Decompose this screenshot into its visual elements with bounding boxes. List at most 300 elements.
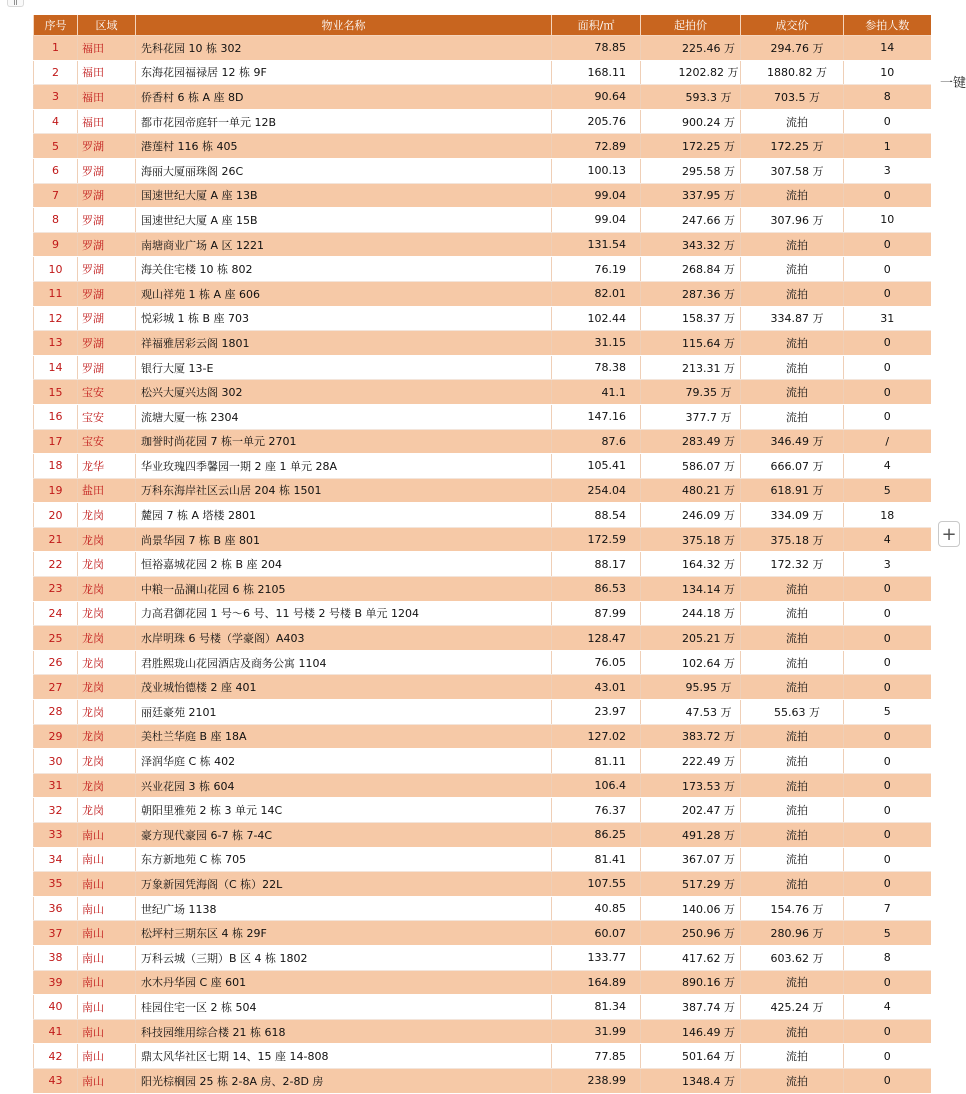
cell-area: 147.16	[552, 404, 641, 429]
table-row	[34, 823, 931, 848]
table-row	[34, 773, 931, 798]
cell-property-name: 万科云城（三期）B 区 4 栋 1802	[136, 945, 552, 970]
cell-area: 88.17	[552, 552, 641, 577]
table-row	[34, 921, 931, 946]
table-row	[34, 134, 931, 159]
cell-area: 127.02	[552, 724, 641, 749]
cell-start-price: 222.49 万	[641, 749, 741, 774]
cell-seq: 28	[34, 700, 78, 725]
cell-bidders: 14	[844, 36, 931, 61]
cell-start-price: 79.35 万	[641, 380, 741, 405]
cell-start-price: 586.07 万	[641, 454, 741, 479]
cell-start-price: 517.29 万	[641, 872, 741, 897]
cell-seq: 9	[34, 232, 78, 257]
cell-area: 254.04	[552, 478, 641, 503]
cell-area: 76.37	[552, 798, 641, 823]
cell-property-name: 南塘商业广场 A 区 1221	[136, 232, 552, 257]
cell-deal-price: 346.49 万	[741, 429, 844, 454]
cell-bidders: 5	[844, 921, 931, 946]
cell-start-price: 164.32 万	[641, 552, 741, 577]
cell-bidders: 0	[844, 1068, 931, 1093]
table-row	[34, 650, 931, 675]
cell-start-price: 225.46 万	[641, 36, 741, 61]
cell-start-price: 95.95 万	[641, 675, 741, 700]
cell-property-name: 恒裕嘉城花园 2 栋 B 座 204	[136, 552, 552, 577]
cell-area: 43.01	[552, 675, 641, 700]
cell-deal-price: 334.87 万	[741, 306, 844, 331]
cell-seq: 22	[34, 552, 78, 577]
table-row	[34, 1068, 931, 1093]
cell-seq: 13	[34, 331, 78, 356]
cell-area: 99.04	[552, 183, 641, 208]
cell-district: 龙华	[78, 454, 136, 479]
cell-bidders: 0	[844, 872, 931, 897]
cell-property-name: 朝阳里雅苑 2 栋 3 单元 14C	[136, 798, 552, 823]
cell-start-price: 491.28 万	[641, 823, 741, 848]
cell-deal-price: 618.91 万	[741, 478, 844, 503]
cell-seq: 25	[34, 626, 78, 651]
cell-area: 82.01	[552, 281, 641, 306]
cell-deal-price: 流拍	[741, 601, 844, 626]
cell-property-name: 观山祥苑 1 栋 A 座 606	[136, 281, 552, 306]
cell-area: 76.05	[552, 650, 641, 675]
cell-start-price: 900.24 万	[641, 109, 741, 134]
cell-area: 76.19	[552, 257, 641, 282]
cell-deal-price: 流拍	[741, 232, 844, 257]
cell-seq: 16	[34, 404, 78, 429]
cell-start-price: 337.95 万	[641, 183, 741, 208]
table-row	[34, 872, 931, 897]
table-row	[34, 158, 931, 183]
cell-bidders: 0	[844, 331, 931, 356]
cell-deal-price: 294.76 万	[741, 36, 844, 61]
cell-start-price: 480.21 万	[641, 478, 741, 503]
cell-deal-price: 流拍	[741, 577, 844, 602]
header-area: 面积/㎡	[552, 15, 641, 36]
cell-seq: 24	[34, 601, 78, 626]
cell-seq: 41	[34, 1019, 78, 1044]
cell-district: 福田	[78, 36, 136, 61]
cell-bidders: 8	[844, 85, 931, 110]
cell-start-price: 134.14 万	[641, 577, 741, 602]
cell-property-name: 尚景华园 7 栋 B 座 801	[136, 527, 552, 552]
cell-property-name: 国速世纪大厦 A 座 15B	[136, 208, 552, 233]
cell-district: 龙岗	[78, 650, 136, 675]
cell-property-name: 都市花园帝庭轩一单元 12B	[136, 109, 552, 134]
table-row	[34, 1044, 931, 1069]
cell-bidders: 4	[844, 527, 931, 552]
cell-start-price: 343.32 万	[641, 232, 741, 257]
cell-bidders: 4	[844, 454, 931, 479]
cell-district: 罗湖	[78, 331, 136, 356]
cell-seq: 4	[34, 109, 78, 134]
auction-results-table	[33, 15, 931, 1094]
cell-bidders: 0	[844, 773, 931, 798]
cell-property-name: 东方新地苑 C 栋 705	[136, 847, 552, 872]
table-row	[34, 1019, 931, 1044]
header-district: 区域	[78, 15, 136, 36]
cell-property-name: 悦彩城 1 栋 B 座 703	[136, 306, 552, 331]
table-body	[34, 36, 931, 1094]
cell-deal-price: 流拍	[741, 872, 844, 897]
table-row	[34, 552, 931, 577]
cell-district: 龙岗	[78, 724, 136, 749]
cell-area: 60.07	[552, 921, 641, 946]
cell-area: 31.99	[552, 1019, 641, 1044]
cell-deal-price: 流拍	[741, 798, 844, 823]
cell-property-name: 松坪村三期东区 4 栋 29F	[136, 921, 552, 946]
cell-deal-price: 流拍	[741, 724, 844, 749]
cell-district: 罗湖	[78, 134, 136, 159]
cell-area: 100.13	[552, 158, 641, 183]
cell-start-price: 47.53 万	[641, 700, 741, 725]
cell-bidders: 4	[844, 995, 931, 1020]
cell-area: 90.64	[552, 85, 641, 110]
table-row	[34, 995, 931, 1020]
cell-property-name: 水木丹华园 C 座 601	[136, 970, 552, 995]
one-click-side-label[interactable]: 一键	[940, 76, 966, 91]
cell-start-price: 367.07 万	[641, 847, 741, 872]
cell-bidders: 0	[844, 749, 931, 774]
cell-start-price: 140.06 万	[641, 896, 741, 921]
cell-start-price: 377.7 万	[641, 404, 741, 429]
cell-seq: 10	[34, 257, 78, 282]
cell-bidders: 10	[844, 208, 931, 233]
cell-deal-price: 流拍	[741, 823, 844, 848]
cell-deal-price: 流拍	[741, 1044, 844, 1069]
cell-start-price: 1348.4 万	[641, 1068, 741, 1093]
cell-district: 龙岗	[78, 749, 136, 774]
cell-property-name: 兴业花园 3 栋 604	[136, 773, 552, 798]
cell-area: 77.85	[552, 1044, 641, 1069]
table-row	[34, 454, 931, 479]
cell-start-price: 244.18 万	[641, 601, 741, 626]
cell-start-price: 283.49 万	[641, 429, 741, 454]
header-deal-price: 成交价	[741, 15, 844, 36]
cell-bidders: 8	[844, 945, 931, 970]
cell-deal-price: 55.63 万	[741, 700, 844, 725]
table-row	[34, 798, 931, 823]
cell-seq: 1	[34, 36, 78, 61]
cell-bidders: 0	[844, 404, 931, 429]
cell-deal-price: 流拍	[741, 749, 844, 774]
cell-property-name: 丽廷豪苑 2101	[136, 700, 552, 725]
table-row	[34, 700, 931, 725]
cell-start-price: 890.16 万	[641, 970, 741, 995]
cell-bidders: 3	[844, 552, 931, 577]
cell-deal-price: 流拍	[741, 331, 844, 356]
table-row	[34, 896, 931, 921]
cell-deal-price: 666.07 万	[741, 454, 844, 479]
table-row	[34, 675, 931, 700]
cell-area: 86.25	[552, 823, 641, 848]
header-start-price: 起拍价	[641, 15, 741, 36]
cell-bidders: 10	[844, 60, 931, 85]
cell-start-price: 115.64 万	[641, 331, 741, 356]
cell-area: 78.85	[552, 36, 641, 61]
cell-seq: 34	[34, 847, 78, 872]
cell-district: 龙岗	[78, 527, 136, 552]
table-header-row	[34, 15, 931, 36]
cell-bidders: 0	[844, 675, 931, 700]
cell-seq: 32	[34, 798, 78, 823]
cell-property-name: 世纪广场 1138	[136, 896, 552, 921]
cell-bidders: 0	[844, 626, 931, 651]
table-row	[34, 847, 931, 872]
cell-bidders: 0	[844, 183, 931, 208]
cell-district: 南山	[78, 872, 136, 897]
cell-deal-price: 流拍	[741, 675, 844, 700]
cell-property-name: 海丽大厦丽珠阁 26C	[136, 158, 552, 183]
table-row	[34, 429, 931, 454]
table-row	[34, 749, 931, 774]
cell-seq: 27	[34, 675, 78, 700]
cell-district: 南山	[78, 1068, 136, 1093]
cell-deal-price: 流拍	[741, 650, 844, 675]
cell-bidders: 0	[844, 601, 931, 626]
cell-area: 164.89	[552, 970, 641, 995]
cell-area: 87.99	[552, 601, 641, 626]
top-collapse-tab[interactable]: II	[7, 0, 24, 7]
cell-start-price: 375.18 万	[641, 527, 741, 552]
table-row	[34, 281, 931, 306]
cell-seq: 30	[34, 749, 78, 774]
cell-property-name: 力高君御花园 1 号～6 号、11 号楼 2 号楼 B 单元 1204	[136, 601, 552, 626]
cell-bidders: 0	[844, 798, 931, 823]
cell-start-price: 172.25 万	[641, 134, 741, 159]
cell-area: 168.11	[552, 60, 641, 85]
cell-bidders: 3	[844, 158, 931, 183]
cell-area: 106.4	[552, 773, 641, 798]
cell-district: 龙岗	[78, 601, 136, 626]
cell-start-price: 287.36 万	[641, 281, 741, 306]
cell-property-name: 桂园住宅一区 2 栋 504	[136, 995, 552, 1020]
cell-bidders: 0	[844, 281, 931, 306]
table-row	[34, 970, 931, 995]
cell-area: 40.85	[552, 896, 641, 921]
cell-deal-price: 375.18 万	[741, 527, 844, 552]
cell-bidders: 31	[844, 306, 931, 331]
table-row	[34, 331, 931, 356]
cell-area: 205.76	[552, 109, 641, 134]
cell-property-name: 港莲村 116 栋 405	[136, 134, 552, 159]
cell-area: 78.38	[552, 355, 641, 380]
cell-seq: 6	[34, 158, 78, 183]
table-row	[34, 306, 931, 331]
cell-property-name: 松兴大厦兴达阁 302	[136, 380, 552, 405]
table-row	[34, 601, 931, 626]
cell-deal-price: 425.24 万	[741, 995, 844, 1020]
cell-property-name: 万科东海岸社区云山居 204 栋 1501	[136, 478, 552, 503]
cell-property-name: 阳光棕榈园 25 栋 2-8A 房、2-8D 房	[136, 1068, 552, 1093]
cell-start-price: 383.72 万	[641, 724, 741, 749]
cell-seq: 26	[34, 650, 78, 675]
cell-deal-price: 172.25 万	[741, 134, 844, 159]
cell-bidders: 1	[844, 134, 931, 159]
add-button[interactable]: +	[938, 521, 960, 547]
cell-district: 南山	[78, 823, 136, 848]
cell-deal-price: 603.62 万	[741, 945, 844, 970]
cell-bidders: 5	[844, 478, 931, 503]
cell-deal-price: 流拍	[741, 109, 844, 134]
cell-area: 88.54	[552, 503, 641, 528]
cell-bidders: /	[844, 429, 931, 454]
cell-deal-price: 280.96 万	[741, 921, 844, 946]
cell-district: 罗湖	[78, 281, 136, 306]
cell-property-name: 先科花园 10 栋 302	[136, 36, 552, 61]
cell-start-price: 102.64 万	[641, 650, 741, 675]
cell-deal-price: 172.32 万	[741, 552, 844, 577]
cell-start-price: 202.47 万	[641, 798, 741, 823]
cell-seq: 36	[34, 896, 78, 921]
cell-property-name: 国速世纪大厦 A 座 13B	[136, 183, 552, 208]
cell-deal-price: 流拍	[741, 380, 844, 405]
cell-area: 86.53	[552, 577, 641, 602]
cell-deal-price: 流拍	[741, 773, 844, 798]
cell-bidders: 0	[844, 232, 931, 257]
header-bidders: 参拍人数	[844, 15, 931, 36]
cell-deal-price: 1880.82 万	[741, 60, 844, 85]
cell-seq: 15	[34, 380, 78, 405]
cell-property-name: 珈誉时尚花园 7 栋一单元 2701	[136, 429, 552, 454]
cell-area: 41.1	[552, 380, 641, 405]
cell-deal-price: 流拍	[741, 257, 844, 282]
cell-seq: 5	[34, 134, 78, 159]
cell-area: 131.54	[552, 232, 641, 257]
cell-property-name: 茂业城怡德楼 2 座 401	[136, 675, 552, 700]
cell-seq: 12	[34, 306, 78, 331]
cell-deal-price: 流拍	[741, 970, 844, 995]
cell-seq: 17	[34, 429, 78, 454]
cell-property-name: 君胜熙珑山花园酒店及商务公寓 1104	[136, 650, 552, 675]
cell-bidders: 0	[844, 577, 931, 602]
cell-property-name: 海关住宅楼 10 栋 802	[136, 257, 552, 282]
cell-district: 罗湖	[78, 158, 136, 183]
cell-bidders: 5	[844, 700, 931, 725]
table-row	[34, 945, 931, 970]
cell-seq: 3	[34, 85, 78, 110]
cell-district: 南山	[78, 970, 136, 995]
table-row	[34, 232, 931, 257]
cell-seq: 37	[34, 921, 78, 946]
cell-area: 172.59	[552, 527, 641, 552]
table-row	[34, 257, 931, 282]
cell-seq: 20	[34, 503, 78, 528]
cell-deal-price: 703.5 万	[741, 85, 844, 110]
cell-start-price: 1202.82 万	[641, 60, 741, 85]
cell-district: 南山	[78, 1019, 136, 1044]
cell-seq: 21	[34, 527, 78, 552]
cell-district: 罗湖	[78, 232, 136, 257]
cell-start-price: 268.84 万	[641, 257, 741, 282]
cell-start-price: 295.58 万	[641, 158, 741, 183]
cell-deal-price: 流拍	[741, 355, 844, 380]
cell-property-name: 泽润华庭 C 栋 402	[136, 749, 552, 774]
cell-district: 罗湖	[78, 208, 136, 233]
cell-deal-price: 流拍	[741, 183, 844, 208]
cell-bidders: 0	[844, 355, 931, 380]
cell-bidders: 0	[844, 823, 931, 848]
cell-area: 81.41	[552, 847, 641, 872]
cell-start-price: 173.53 万	[641, 773, 741, 798]
cell-start-price: 158.37 万	[641, 306, 741, 331]
cell-property-name: 银行大厦 13-E	[136, 355, 552, 380]
table-row	[34, 36, 931, 61]
cell-seq: 42	[34, 1044, 78, 1069]
cell-property-name: 美杜兰华庭 B 座 18A	[136, 724, 552, 749]
cell-seq: 8	[34, 208, 78, 233]
table-row	[34, 478, 931, 503]
cell-area: 128.47	[552, 626, 641, 651]
table-row	[34, 208, 931, 233]
cell-area: 81.34	[552, 995, 641, 1020]
cell-bidders: 0	[844, 380, 931, 405]
cell-area: 23.97	[552, 700, 641, 725]
cell-bidders: 0	[844, 847, 931, 872]
cell-area: 238.99	[552, 1068, 641, 1093]
table-row	[34, 626, 931, 651]
cell-bidders: 0	[844, 1044, 931, 1069]
cell-bidders: 0	[844, 970, 931, 995]
cell-property-name: 东海花园福禄居 12 栋 9F	[136, 60, 552, 85]
cell-seq: 18	[34, 454, 78, 479]
cell-property-name: 中粮一品澜山花园 6 栋 2105	[136, 577, 552, 602]
cell-district: 南山	[78, 921, 136, 946]
header-seq: 序号	[34, 15, 78, 36]
cell-seq: 38	[34, 945, 78, 970]
cell-deal-price: 334.09 万	[741, 503, 844, 528]
table-row	[34, 577, 931, 602]
cell-seq: 29	[34, 724, 78, 749]
cell-property-name: 麓园 7 栋 A 塔楼 2801	[136, 503, 552, 528]
cell-seq: 39	[34, 970, 78, 995]
cell-district: 龙岗	[78, 700, 136, 725]
cell-start-price: 501.64 万	[641, 1044, 741, 1069]
cell-bidders: 0	[844, 1019, 931, 1044]
cell-district: 龙岗	[78, 626, 136, 651]
cell-seq: 7	[34, 183, 78, 208]
cell-bidders: 0	[844, 257, 931, 282]
cell-district: 龙岗	[78, 675, 136, 700]
cell-property-name: 华业玫瑰四季馨园一期 2 座 1 单元 28A	[136, 454, 552, 479]
table-row	[34, 60, 931, 85]
cell-area: 87.6	[552, 429, 641, 454]
cell-district: 宝安	[78, 429, 136, 454]
cell-district: 龙岗	[78, 773, 136, 798]
cell-district: 南山	[78, 945, 136, 970]
cell-district: 南山	[78, 896, 136, 921]
cell-area: 81.11	[552, 749, 641, 774]
cell-district: 罗湖	[78, 257, 136, 282]
cell-start-price: 205.21 万	[641, 626, 741, 651]
cell-seq: 43	[34, 1068, 78, 1093]
cell-district: 龙岗	[78, 552, 136, 577]
cell-start-price: 387.74 万	[641, 995, 741, 1020]
cell-property-name: 科技园维用综合楼 21 栋 618	[136, 1019, 552, 1044]
cell-district: 龙岗	[78, 503, 136, 528]
cell-deal-price: 流拍	[741, 281, 844, 306]
cell-area: 105.41	[552, 454, 641, 479]
cell-property-name: 水岸明珠 6 号楼（学豪阁）A403	[136, 626, 552, 651]
cell-deal-price: 307.96 万	[741, 208, 844, 233]
cell-bidders: 0	[844, 109, 931, 134]
cell-district: 罗湖	[78, 183, 136, 208]
table-row	[34, 724, 931, 749]
cell-deal-price: 流拍	[741, 1068, 844, 1093]
cell-district: 龙岗	[78, 798, 136, 823]
table-row	[34, 355, 931, 380]
cell-area: 107.55	[552, 872, 641, 897]
